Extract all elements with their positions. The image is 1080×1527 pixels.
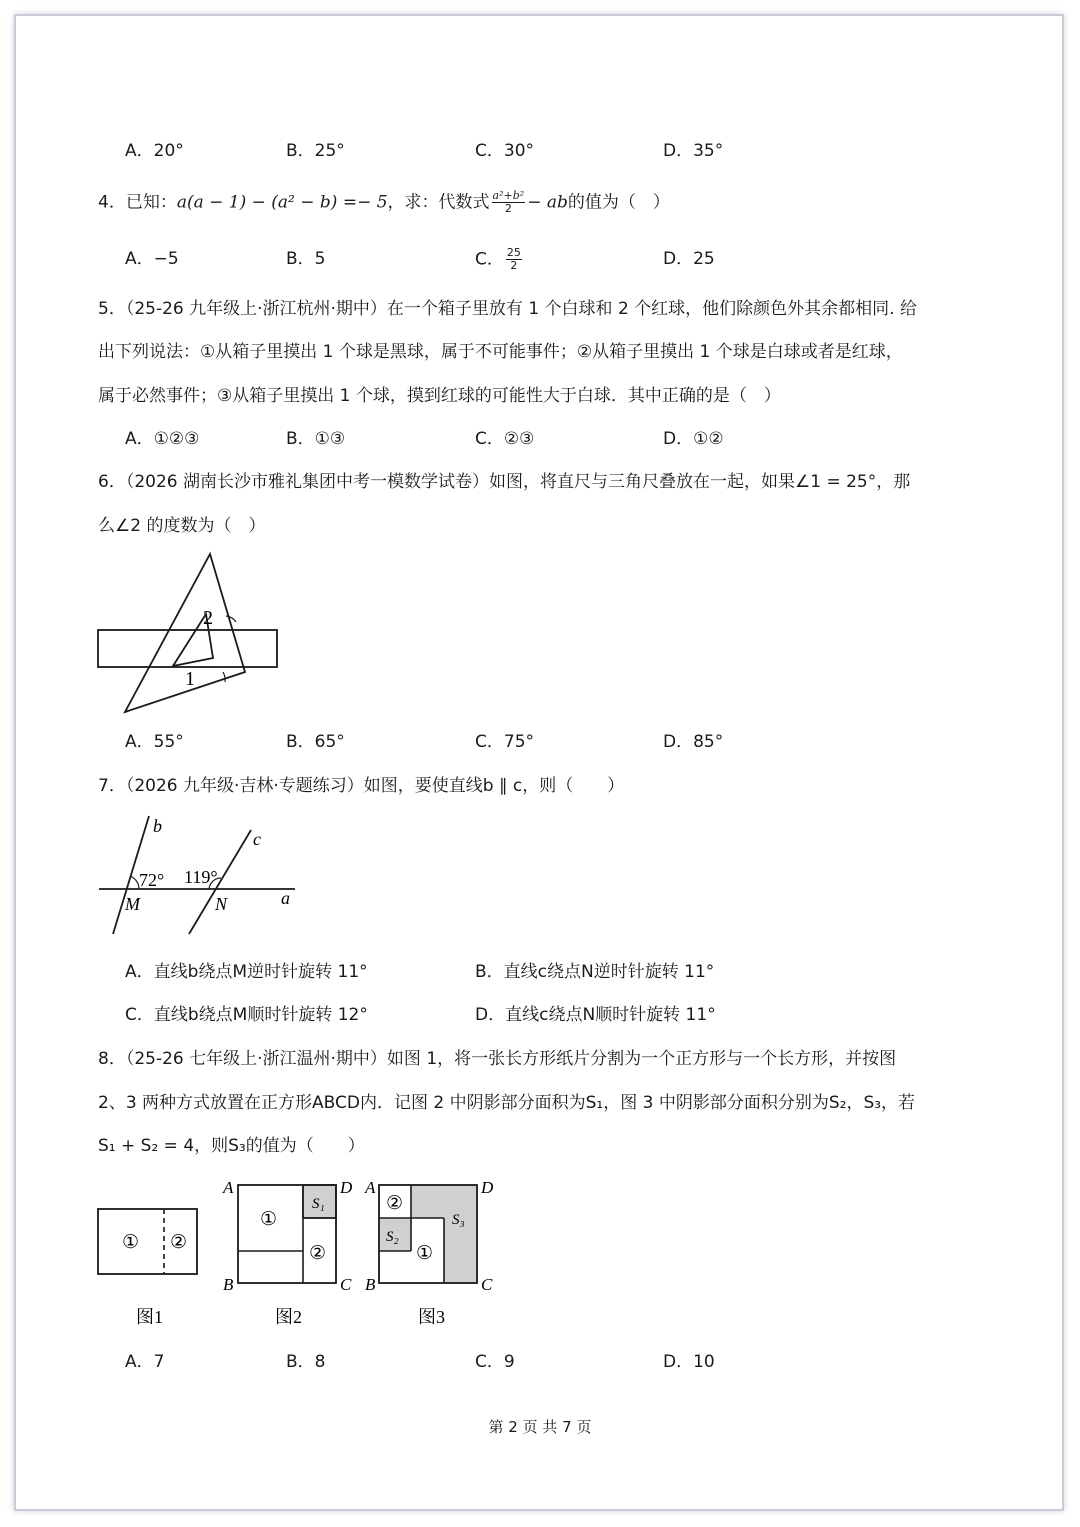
q7-option-c[interactable]: C．直线b绕点M顺时针旋转 12° [125, 1005, 368, 1025]
q4-option-a[interactable]: A．−5 [125, 249, 179, 269]
q6-line-1: 6．（2026 湖南长沙市雅礼集团中考一模数学试卷）如图，将直尺与三角尺叠放在一起，如果∠1 = 25°，那 [98, 472, 911, 492]
q4-option-d[interactable]: D．25 [663, 249, 715, 269]
fig3-label-s2: S₂ [386, 1229, 399, 1245]
fig2-circle-1: ① [260, 1209, 278, 1230]
label-a: a [281, 888, 290, 908]
q6-option-c[interactable]: C．75° [475, 732, 535, 752]
fig2-label-c: C [340, 1275, 352, 1294]
label-m: M [125, 894, 140, 914]
fig3-circle-1: ① [416, 1243, 434, 1264]
q5-option-d[interactable]: D．①② [663, 429, 724, 449]
fig3-label-b: B [365, 1275, 376, 1294]
fig3-label-s3: S₃ [452, 1212, 465, 1228]
q6-option-b[interactable]: B．65° [286, 732, 345, 752]
q4-option-c[interactable]: C． $\frac{25}{2}$ [475, 246, 521, 272]
angle-1-label: 1 [185, 668, 195, 690]
q5-option-c[interactable]: C．②③ [475, 429, 535, 449]
q8-figures [95, 1175, 515, 1335]
fig1-caption: 图1 [136, 1307, 163, 1327]
q7-option-b[interactable]: B．直线c绕点N逆时针旋转 11° [475, 962, 715, 982]
q7-line-1: 7．（2026 九年级·吉林·专题练习）如图，要使直线b ∥ c，则（ ） [98, 776, 625, 796]
ruler-rectangle [98, 630, 277, 667]
q5-line-1: 5．（25-26 九年级上·浙江杭州·期中）在一个箱子里放有 1 个白球和 2 个红球，他们除颜色外其余都相同. 给 [98, 299, 917, 319]
q7-option-a[interactable]: A．直线b绕点M逆时针旋转 11° [125, 962, 368, 982]
q4-expression: a(a − 1) − (a² − b) =− 5 [176, 192, 388, 213]
fig3 [364, 1178, 494, 1327]
q6-option-d[interactable]: D．85° [663, 732, 724, 752]
fig3-circle-2: ② [386, 1193, 404, 1214]
q5-line-3: 属于必然事件；③从箱子里摸出 1 个球，摸到红球的可能性大于白球．其中正确的是（ ） [98, 386, 781, 406]
fig2-label-d: D [340, 1178, 353, 1197]
q8-option-c[interactable]: C．9 [475, 1352, 515, 1372]
label-119: 119° [184, 867, 218, 887]
q4-option-b[interactable]: B．5 [286, 249, 326, 269]
q8-option-b[interactable]: B．8 [286, 1352, 326, 1372]
fig2 [222, 1178, 353, 1327]
q4-fraction: $\frac{\text{a²+b²}}{2}$ [492, 189, 525, 215]
q8-line-1: 8．（25-26 七年级上·浙江温州·期中）如图 1，将一张长方形纸片分割为一个正方形与一个长方形，并按图 [98, 1049, 897, 1069]
label-n: N [215, 894, 228, 914]
q6-line-2: 么∠2 的度数为（ ） [98, 516, 266, 536]
q7-option-d[interactable]: D．直线c绕点N顺时针旋转 11° [475, 1005, 716, 1025]
q3-option-a[interactable]: A．20° [125, 141, 184, 161]
fig2-caption: 图2 [275, 1307, 302, 1327]
q6-option-a[interactable]: A．55° [125, 732, 184, 752]
angle-1-arc [223, 672, 225, 682]
q7-parallel-lines-figure [95, 812, 300, 938]
label-b: b [153, 816, 162, 836]
page-footer: 第 2 页 共 7 页 [488, 1418, 592, 1436]
fig1-circle-1: ① [122, 1232, 140, 1253]
angle-2-label: 2 [203, 607, 213, 629]
q5-option-a[interactable]: A．①②③ [125, 429, 200, 449]
q3-option-b[interactable]: B．25° [286, 141, 345, 161]
label-72: 72° [139, 870, 165, 890]
angle-72-arc [130, 876, 139, 889]
fig2-label-s1: S₁ [312, 1196, 325, 1212]
q8-line-2: 2、3 两种方式放置在正方形ABCD内．记图 2 中阴影部分面积为S₁，图 3 中阴影部分面积分别为S₂，S₃，若 [98, 1093, 916, 1113]
fig2-circle-2: ② [309, 1243, 327, 1264]
q8-option-d[interactable]: D．10 [663, 1352, 715, 1372]
q5-line-2: 出下列说法：①从箱子里摸出 1 个球是黑球，属于不可能事件；②从箱子里摸出 1 个球是白球或者是红球， [98, 342, 903, 362]
q4-stem: 4．已知：a(a − 1) − (a² − b) =− 5，求：代数式 $\frac{\text{a²+b²}}{2}$ − ab的值为（ ） [98, 189, 670, 215]
fig3-caption: 图3 [418, 1307, 445, 1327]
q8-option-a[interactable]: A．7 [125, 1352, 165, 1372]
fig2-label-b: B [223, 1275, 234, 1294]
fig3-label-a: A [365, 1178, 376, 1197]
fig2-label-a: A [223, 1178, 234, 1197]
q3-option-c[interactable]: C．30° [475, 141, 535, 161]
fig3-label-d: D [481, 1178, 494, 1197]
q3-option-d[interactable]: D．35° [663, 141, 724, 161]
q5-option-b[interactable]: B．①③ [286, 429, 346, 449]
fig3-label-c: C [481, 1275, 493, 1294]
label-c: c [253, 829, 261, 849]
fig1-circle-2: ② [170, 1232, 188, 1253]
q8-line-3: S₁ + S₂ = 4，则S₃的值为（ ） [98, 1136, 365, 1156]
fig1 [98, 1209, 197, 1327]
angle-2-arc [226, 616, 236, 622]
q6-ruler-triangle-figure [95, 548, 285, 720]
